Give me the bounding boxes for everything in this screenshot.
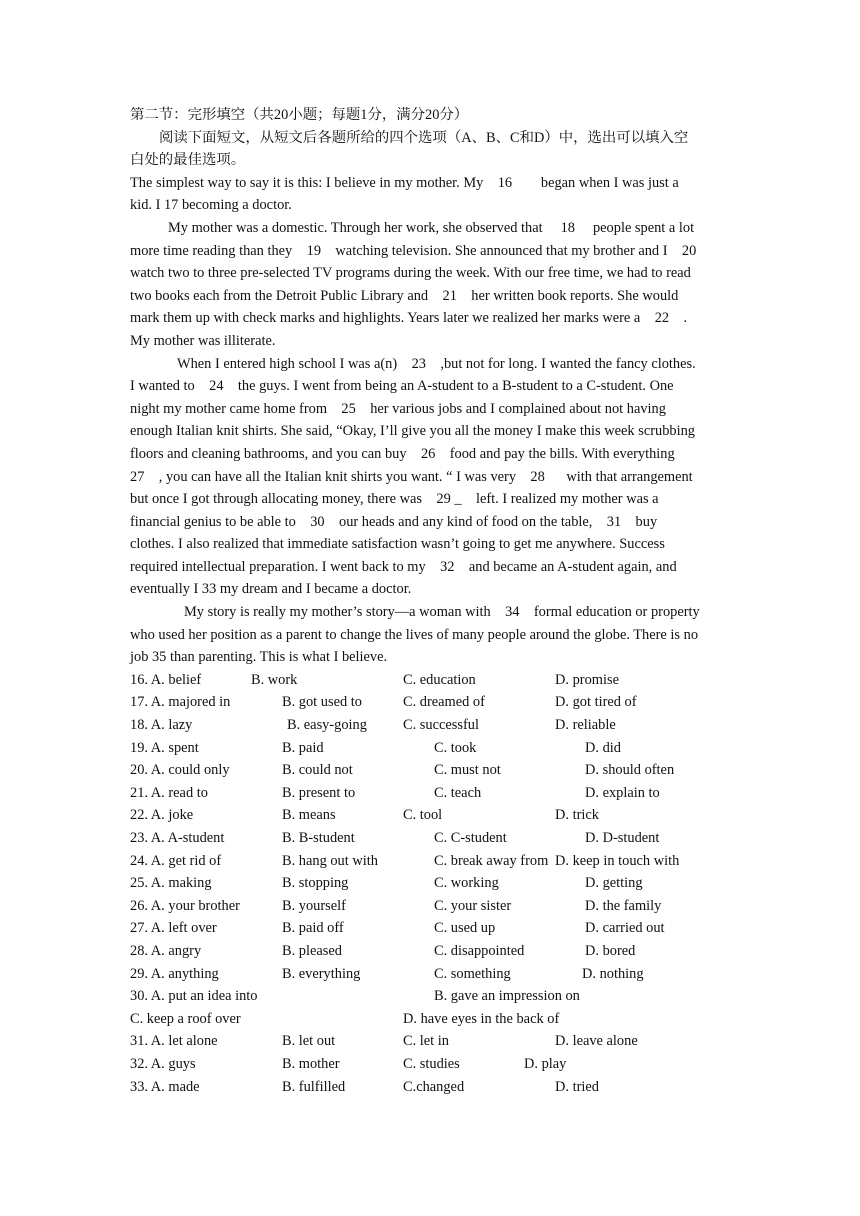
passage-line	[130, 533, 732, 556]
option-text: 27. A. left over	[130, 920, 217, 937]
option-text: floors and cleaning bathrooms, and you can buy 26 food and pay the bills. With everything	[130, 445, 675, 462]
option-row	[130, 691, 732, 714]
option-row	[130, 714, 732, 737]
option-text: 17. A. majored in	[130, 694, 231, 711]
option-text: 32. A. guys	[130, 1055, 196, 1072]
option-text: D. explain to	[585, 784, 660, 801]
option-text: C. studies	[403, 1055, 460, 1072]
option-text: night my mother came home from 25 her various jobs and I complained about not having	[130, 400, 666, 417]
option-text: C. took	[434, 739, 477, 756]
option-text: B. paid	[282, 739, 324, 756]
option-text: enough Italian knit shirts. She said, “Okay, I’ll give you all the money I make this week scrubbing	[130, 423, 695, 440]
option-text: D. bored	[585, 942, 636, 959]
option-text: 26. A. your brother	[130, 897, 240, 914]
option-text: B. work	[251, 671, 298, 688]
option-text: D. play	[524, 1055, 567, 1072]
option-row	[130, 872, 732, 895]
option-row	[130, 1053, 732, 1076]
option-text: The simplest way to say it is this: I believe in my mother. My 16 began when I was just a	[130, 174, 679, 191]
option-text: B. hang out with	[282, 852, 378, 869]
option-row	[130, 917, 732, 940]
option-row	[130, 895, 732, 918]
option-text: D. the family	[585, 897, 662, 914]
instructions-line-2: 白处的最佳选项。	[130, 152, 246, 169]
option-row	[130, 985, 732, 1008]
passage-line: eventually I 33 my dream and I became a doctor.	[130, 581, 412, 598]
option-row	[130, 804, 732, 827]
option-text: C. C-student	[434, 830, 507, 846]
option-text: B. got used to	[282, 694, 362, 711]
option-text: B. could not	[282, 762, 353, 779]
option-text: B. stopping	[282, 875, 349, 892]
option-row	[130, 963, 732, 986]
passage-line	[130, 262, 732, 285]
option-text: 18. A. lazy	[130, 717, 193, 734]
option-text: I wanted to 24 the guys. I went from being an A-student to a B-student to a C-student. One	[130, 378, 674, 395]
option-text: clothes. I also realized that immediate satisfaction wasn’t going to get me anywhere. Success	[130, 536, 665, 553]
option-text: C. break away from	[434, 852, 549, 869]
option-text: C. working	[434, 875, 499, 892]
option-text: C.changed	[403, 1078, 465, 1095]
option-row	[130, 827, 732, 850]
option-text: B. everything	[282, 965, 361, 982]
passage-line	[130, 307, 732, 330]
option-text: 20. A. could only	[130, 762, 230, 779]
passage-line	[130, 217, 732, 240]
passage-line	[130, 285, 732, 308]
option-text: 22. A. joke	[130, 807, 194, 824]
option-text: D. should often	[585, 762, 675, 779]
option-text: My story is really my mother’s story—a woman with 34 formal education or property	[184, 604, 700, 621]
option-row	[130, 1030, 732, 1053]
option-text: 25. A. making	[130, 875, 212, 892]
option-text: D. keep in touch with	[555, 852, 680, 869]
passage-line	[130, 172, 732, 195]
option-text: My mother was a domestic. Through her work, she observed that 18 people spent a lot	[168, 219, 695, 236]
option-text: B. paid off	[282, 920, 344, 937]
option-text: watch two to three pre-selected TV programs during the week. With our free time, we had to read	[130, 265, 691, 282]
option-row	[130, 940, 732, 963]
option-text: 19. A. spent	[130, 739, 199, 756]
option-text: but once I got through allocating money, there was 29 _ left. I realized my mother was a	[130, 491, 659, 508]
option-text: B. fulfilled	[282, 1078, 346, 1095]
option-text: C. must not	[434, 762, 501, 779]
option-text: C. teach	[434, 784, 482, 801]
option-text: 27 , you can have all the Italian knit shirts you want. “ I was very 28 with that arrangement	[130, 468, 693, 485]
option-text: mark them up with check marks and highlights. Years later we realized her marks were a 22 .	[130, 310, 688, 327]
option-text: 24. A. get rid of	[130, 852, 222, 869]
option-text: D. leave alone	[555, 1033, 638, 1050]
option-text: 31. A. let alone	[130, 1033, 218, 1050]
option-text: C. disappointed	[434, 942, 525, 959]
option-text: C. used up	[434, 920, 496, 937]
option-text: D. tried	[555, 1078, 599, 1095]
option-text: 23. A. A-student	[130, 830, 225, 846]
passage-line	[130, 375, 732, 398]
option-text: D. got tired of	[555, 694, 637, 711]
passage-line	[130, 420, 732, 443]
option-text: C. keep a roof over	[130, 1010, 241, 1027]
option-text: 28. A. angry	[130, 942, 202, 959]
option-text: D. carried out	[585, 920, 665, 937]
passage-line	[130, 601, 732, 624]
option-text: D. getting	[585, 875, 643, 892]
option-row	[130, 737, 732, 760]
passage	[130, 172, 732, 669]
option-row	[130, 669, 732, 692]
passage-line	[130, 240, 732, 263]
options-list	[130, 669, 732, 1098]
passage-line	[130, 443, 732, 466]
option-text: C. something	[434, 965, 511, 982]
passage-line	[130, 624, 732, 647]
instructions-line-1: 阅读下面短文，从短文后各题所给的四个选项（A、B、C和D）中，选出可以填入空	[159, 129, 689, 146]
option-text: D. trick	[555, 807, 599, 824]
option-text: B. easy-going	[287, 717, 367, 734]
option-text: C. dreamed of	[403, 694, 485, 711]
passage-line	[130, 556, 732, 579]
option-text: C. successful	[403, 717, 479, 734]
passage-line	[130, 488, 732, 511]
cloze-section	[130, 104, 732, 1098]
option-text: B. means	[282, 807, 336, 824]
option-text: 30. A. put an idea into	[130, 988, 258, 1005]
option-text: D. have eyes in the back of	[403, 1010, 560, 1027]
option-text: C. let in	[403, 1033, 449, 1050]
option-text: 16. A. belief	[130, 671, 202, 688]
option-row	[130, 1008, 732, 1031]
option-text: C. your sister	[434, 897, 512, 914]
option-text: D. D-student	[585, 830, 660, 846]
option-text: B. yourself	[282, 897, 346, 914]
option-text: who used her position as a parent to change the lives of many people around the globe. There is no	[130, 626, 699, 643]
option-text: B. B-student	[282, 830, 355, 846]
passage-line: My mother was illiterate.	[130, 332, 276, 349]
passage-line	[130, 398, 732, 421]
passage-line: kid. I 17 becoming a doctor.	[130, 197, 292, 214]
passage-line: job 35 than parenting. This is what I believe.	[130, 649, 388, 666]
option-text: B. let out	[282, 1033, 336, 1050]
option-text: When I entered high school I was a(n) 23 ,but not for long. I wanted the fancy clothes.	[177, 355, 696, 372]
option-text: required intellectual preparation. I went back to my 32 and became an A-student again, and	[130, 558, 677, 575]
option-text: C. tool	[403, 807, 443, 824]
option-text: financial genius to be able to 30 our heads and any kind of food on the table, 31 buy	[130, 513, 658, 530]
option-text: 29. A. anything	[130, 965, 219, 982]
option-text: D. did	[585, 739, 621, 756]
option-text: D. promise	[555, 671, 619, 688]
option-row	[130, 759, 732, 782]
option-text: B. present to	[282, 784, 356, 801]
option-text: 33. A. made	[130, 1078, 200, 1095]
option-row	[130, 782, 732, 805]
passage-line	[130, 511, 732, 534]
option-text: D. reliable	[555, 717, 616, 734]
section-title: 第二节：完形填空（共20小题；每题1分，满分20分）	[130, 107, 469, 123]
option-text: D. nothing	[582, 965, 644, 982]
option-text: more time reading than they 19 watching television. She announced that my brother and I 20	[130, 242, 697, 259]
option-row	[130, 850, 732, 873]
option-text: B. pleased	[282, 942, 342, 959]
option-row	[130, 1076, 732, 1099]
passage-line	[130, 353, 732, 376]
option-text: B. mother	[282, 1055, 340, 1072]
option-text: 21. A. read to	[130, 784, 208, 801]
option-text: two books each from the Detroit Public Library and 21 her written book reports. She would	[130, 287, 679, 304]
passage-line	[130, 466, 732, 489]
option-text: B. gave an impression on	[434, 988, 580, 1005]
option-text: C. education	[403, 671, 476, 688]
